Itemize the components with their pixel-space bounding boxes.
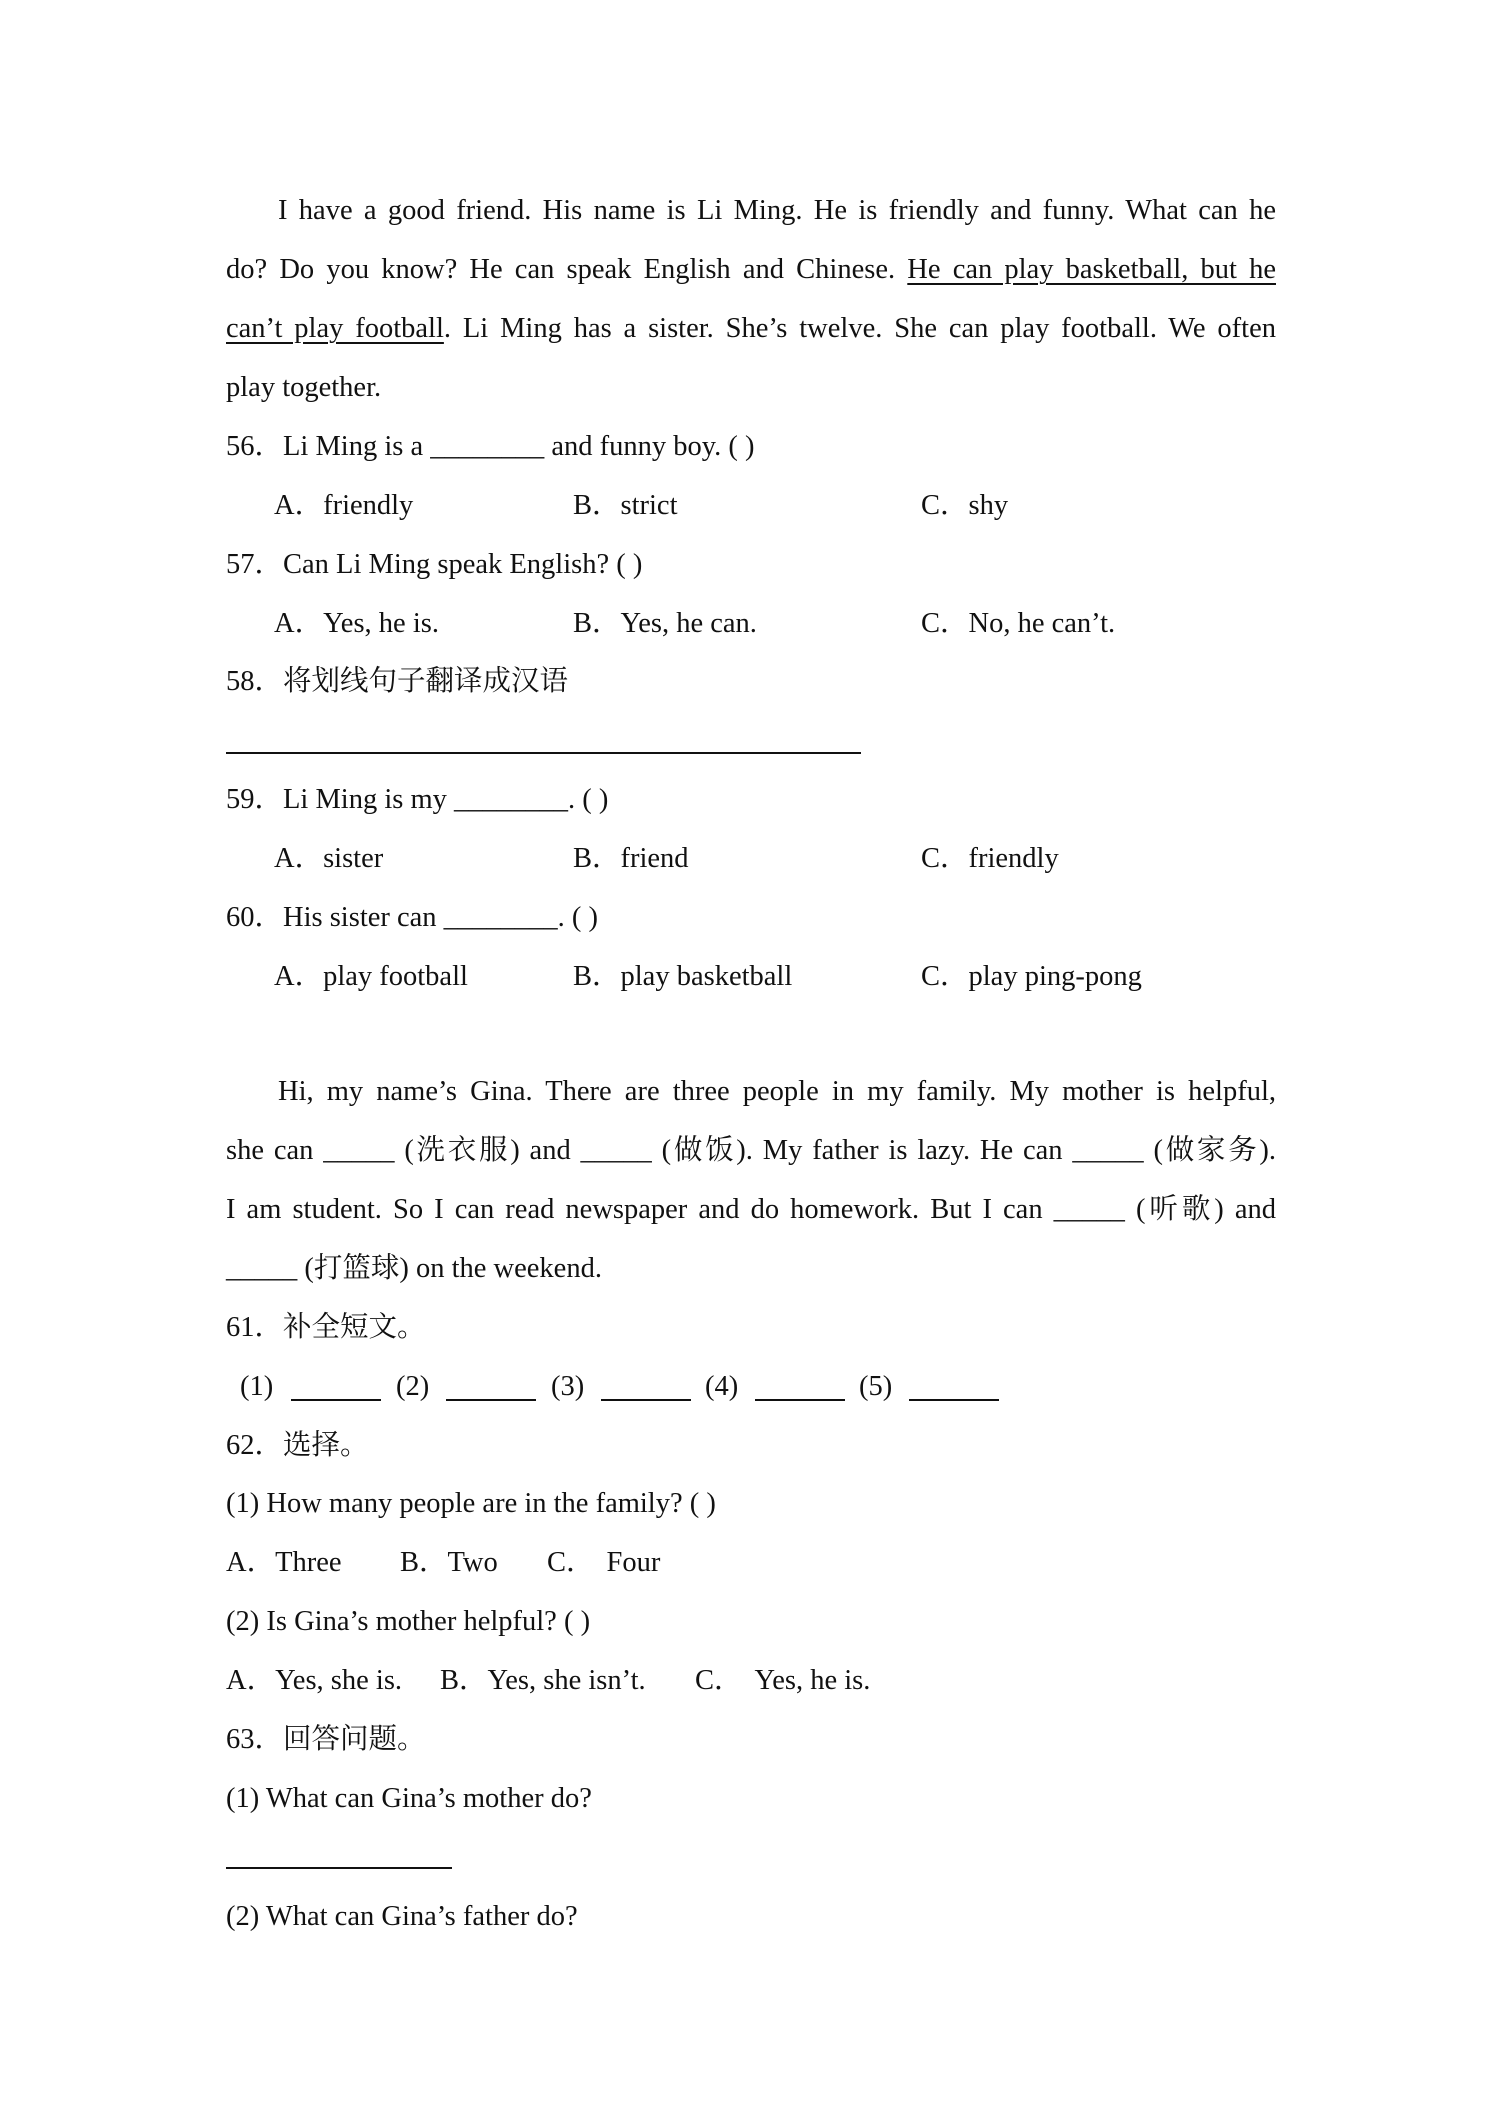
q62-sub2-option-c[interactable] bbox=[695, 1661, 870, 1701]
q59-option-c[interactable]: C．friendly bbox=[921, 843, 1059, 874]
q62-sub2-option-a[interactable]: A．Yes, she is. bbox=[226, 1665, 403, 1696]
q62-sub1-option-c-label: C． bbox=[547, 1547, 595, 1578]
q63-sub2: (2) What can Gina’s father do? bbox=[226, 1901, 578, 1932]
q61-blank-5[interactable] bbox=[909, 1399, 999, 1401]
q60-stem: 60．His sister can ________. ( ) bbox=[226, 902, 599, 933]
q63-sub1-answer-line[interactable] bbox=[226, 1867, 452, 1869]
q62-sub2: (2) Is Gina’s mother helpful? ( ) bbox=[226, 1606, 591, 1637]
q62-stem: 62．选择。 bbox=[226, 1430, 369, 1461]
q61-blank-label-1: (1) bbox=[240, 1371, 274, 1402]
q60-option-c[interactable]: C．play ping-pong bbox=[921, 961, 1142, 992]
passage1-line3 bbox=[226, 309, 1276, 349]
q61-blank-label-3: (3) bbox=[551, 1371, 585, 1402]
q56-stem: 56．Li Ming is a ________ and funny boy. ( ) bbox=[226, 431, 755, 462]
q57-option-a[interactable]: A．Yes, he is. bbox=[274, 608, 439, 639]
passage1-line2 bbox=[226, 250, 1276, 290]
q61-blank-3[interactable] bbox=[601, 1399, 691, 1401]
q63-sub1: (1) What can Gina’s mother do? bbox=[226, 1783, 592, 1814]
q59-stem: 59．Li Ming is my ________. ( ) bbox=[226, 784, 609, 815]
q56-option-b[interactable]: B．strict bbox=[573, 490, 678, 521]
q60-option-a[interactable]: A．play football bbox=[274, 961, 468, 992]
q62-sub2-option-c-text: Yes, he is. bbox=[754, 1665, 871, 1696]
passage1-line1: I have a good friend. His name is Li Ming. He is friendly and funny. What can he bbox=[278, 195, 1276, 226]
q63-stem: 63．回答问题。 bbox=[226, 1724, 426, 1755]
q56-option-a[interactable]: A．friendly bbox=[274, 490, 414, 521]
passage1-line3-text: . Li Ming has a sister. She’s twelve. She can play football. We often bbox=[443, 313, 1276, 344]
q58-stem: 58．将划线句子翻译成汉语 bbox=[226, 666, 569, 697]
q57-option-b[interactable]: B．Yes, he can. bbox=[573, 608, 757, 639]
passage2-line3: I am student. So I can read newspaper and do homework. But I can _____ (听歌) and bbox=[226, 1194, 1276, 1225]
passage1-line2-text: do? Do you know? He can speak English and Chinese. bbox=[226, 254, 896, 285]
q61-blank-4[interactable] bbox=[755, 1399, 845, 1401]
q60-option-b[interactable]: B．play basketball bbox=[573, 961, 793, 992]
q61-blank-2[interactable] bbox=[446, 1399, 536, 1401]
q56-option-c[interactable]: C．shy bbox=[921, 490, 1009, 521]
q59-option-b[interactable]: B．friend bbox=[573, 843, 689, 874]
passage2-line2: she can _____ (洗衣服) and _____ (做饭). My father is lazy. He can _____ (做家务). bbox=[226, 1135, 1276, 1166]
q59-option-a[interactable]: A．sister bbox=[274, 843, 384, 874]
passage2-line4: _____ (打篮球) on the weekend. bbox=[226, 1253, 602, 1284]
q61-blank-label-2: (2) bbox=[396, 1371, 430, 1402]
q57-option-c[interactable]: C．No, he can’t. bbox=[921, 608, 1116, 639]
q62-sub1-option-a[interactable]: A．Three bbox=[226, 1547, 342, 1578]
underlined-sentence-part2: can’t play football bbox=[226, 313, 444, 344]
passage1-line4: play together. bbox=[226, 372, 382, 403]
q62-sub2-option-c-label: C． bbox=[695, 1665, 743, 1696]
q62-sub1: (1) How many people are in the family? ( ) bbox=[226, 1488, 716, 1519]
q61-blank-label-5: (5) bbox=[859, 1371, 893, 1402]
q62-sub1-option-b[interactable]: B．Two bbox=[400, 1547, 498, 1578]
q62-sub1-option-c-text: Four bbox=[606, 1547, 661, 1578]
q58-answer-line[interactable] bbox=[226, 752, 861, 754]
q62-sub2-option-b[interactable]: B．Yes, she isn’t. bbox=[440, 1665, 646, 1696]
underlined-sentence-part1: He can play basketball, but he bbox=[907, 254, 1276, 285]
q61-stem: 61．补全短文。 bbox=[226, 1312, 426, 1343]
passage2-line1: Hi, my name’s Gina. There are three people in my family. My mother is helpful, bbox=[278, 1076, 1276, 1107]
q62-sub1-option-c[interactable] bbox=[547, 1543, 660, 1583]
q61-blank-1[interactable] bbox=[291, 1399, 381, 1401]
q61-blank-label-4: (4) bbox=[705, 1371, 739, 1402]
q57-stem: 57．Can Li Ming speak English? ( ) bbox=[226, 549, 643, 580]
